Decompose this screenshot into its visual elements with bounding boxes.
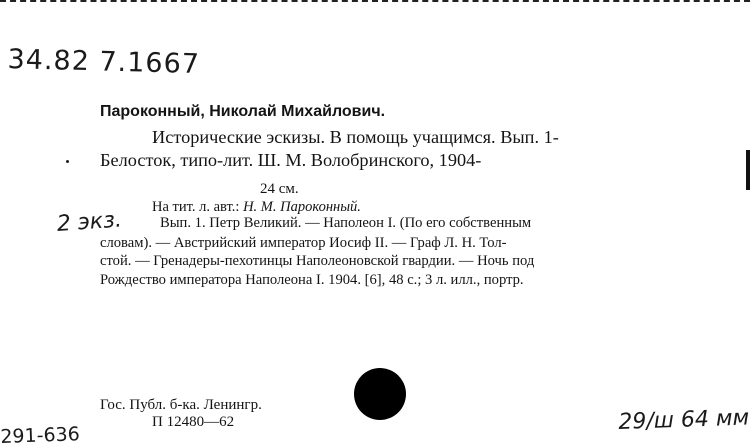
card-top-edge	[0, 0, 750, 2]
punch-hole	[354, 368, 406, 420]
size-note: 24 см.	[260, 181, 299, 197]
contents-line-2: словам). — Австрийский император Иосиф II. — Граф Л. Н. Тол-	[100, 235, 507, 251]
bottom-right-code: 29/ш 64 мм	[618, 405, 750, 435]
author-note-name: Н. М. Пароконный.	[243, 199, 361, 215]
bottom-left-number: 291-636	[0, 423, 81, 448]
margin-mark	[66, 160, 69, 163]
title-line-2: Белосток, типо-лит. Ш. М. Волобринского, 1904-	[100, 150, 482, 170]
card-edge-mark	[746, 150, 750, 190]
card-number: П 12480—62	[152, 414, 235, 430]
contents-line-3: стой. — Гренадеры-пехотинцы Наполеоновской гвардии. — Ночь под	[100, 253, 535, 269]
author-note-prefix: На тит. л. авт.:	[152, 199, 244, 215]
call-number: 34.82 7.1667	[7, 44, 201, 81]
author-heading: Пароконный, Николай Михайлович.	[100, 103, 386, 120]
copies-note: 2 экз.	[56, 207, 123, 237]
title-line-1: Исторические эскизы. В помощь учащимся. Вып. 1-	[152, 127, 559, 147]
contents-line-1: Вып. 1. Петр Великий. — Наполеон I. (По его собственным	[160, 215, 532, 231]
author-note	[152, 199, 361, 216]
library-name: Гос. Публ. б-ка. Ленингр.	[100, 397, 262, 413]
contents-line-4: Рождество императора Наполеона I. 1904. [6], 48 с.; 3 л. илл., портр.	[100, 272, 524, 288]
